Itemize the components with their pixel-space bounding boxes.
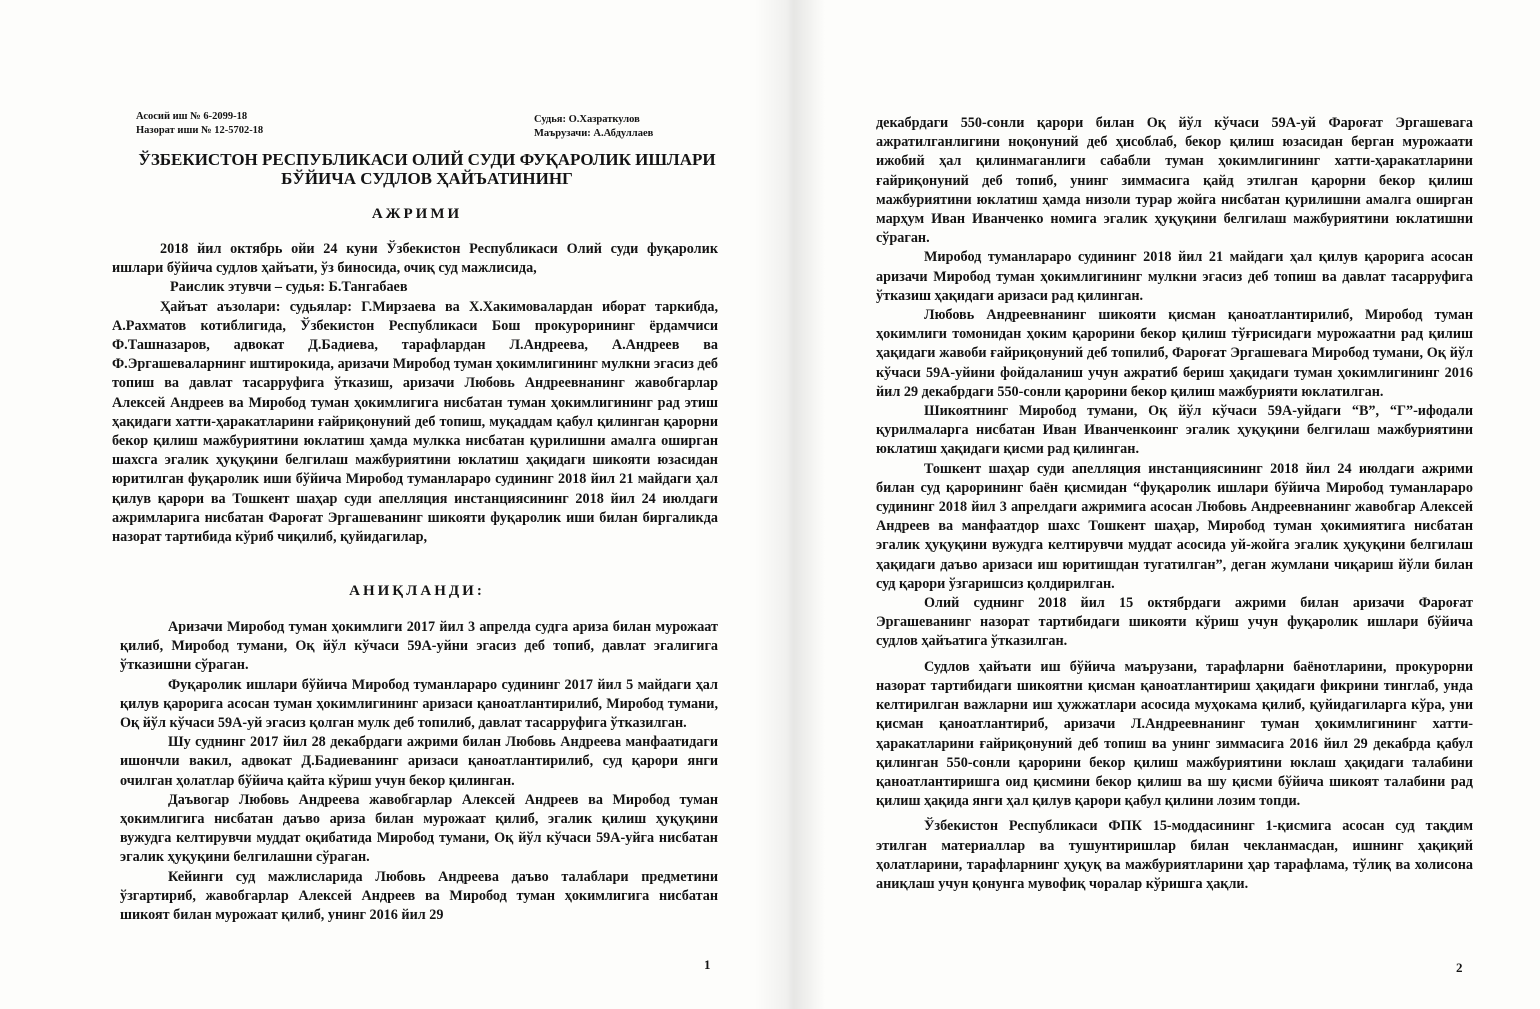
paragraph: Аризачи Миробод туман ҳокимлиги 2017 йил 3 апрелда судга ариза билан мурожаат қилиб, Миробод тумани, Оқ йўл кўчаси 59А-уйни эгасиз деб топиб, давлат эгалигига ўтказишни сўраган. (120, 619, 718, 674)
case-review-number: Назорат иши № 12-5702-18 (136, 125, 264, 136)
findings-block (120, 618, 718, 925)
panel-paragraph: Ҳайъат аъзолари: судьялар: Г.Мирзаева ва Х.Хакимовалардан иборат таркибда, А.Рахматов котиблигида, Ўзбекистон Республикаси Бош прокурорининг ёрдамчиси Ф.Ташназаров, адвокат Д.Бадиева, тарафлардан Л.Андреева, А.Андреев ва Ф.Эргашеваларнинг иштирокида, аризачи Миробод туман ҳокимлигининг мулкни эгасиз деб топиш ва давлат тасарруфига ўтказиш, аризачи Любовь Андреевнанинг жавобгарлар Алексей Андреев ва Миробод туман ҳокимлигига нисбатан туман ҳокимлигининг рад этиш ҳақидаги хатти-ҳаракатларини ғайриқонуний деб топиш, муқаддам қабул қилинган қарорни бекор қилиш мажбуриятини юклатиш ҳамда мулкка нисбатан қурилишни амалга оширган шахсга эгалик ҳуқуқини белгилаш мажбуриятини юклатиш ҳақидаги шикояти юзасидан юритилган фуқаролик иши бўйича Миробод туманлараро судининг 2018 йил 21 майдаги ҳал қилув қарори ва Тошкент шаҳар суди апелляция инстанциясининг 2018 йил 24 июлдаги ажримларига нисбатан Фароғат Эргашеванинг шикояти фуқаролик иши билан биргаликда назорат тартибида кўриб чиқилиб, қуйидагилар, (112, 298, 718, 546)
judge-info (534, 113, 653, 141)
case-numbers (136, 110, 263, 138)
right-text-block (876, 114, 1473, 894)
paragraph: Шу суднинг 2017 йил 28 декабрдаги ажрими билан Любовь Андреева манфаатидаги ишончли вакил, адвокат Д.Бадиеванинг аризаси қаноатлантирилиб, суд қарори янги очилган ҳолатлар бўйича қайта кўриш учун бекор қилинган. (120, 734, 718, 789)
page-number: 2 (1456, 960, 1463, 975)
page-fold-shadow (755, 0, 825, 1009)
page-left (112, 0, 722, 1009)
paragraph: Шикоятнинг Миробод тумани, Оқ йўл кўчаси 59А-уйдаги “В”, “Г”-ифодали қурилмаларга нисбатан Иван Иванченкоинг эгалик ҳуқуқини белгилаш мажбуриятини юклатиш ҳақидаги қисми рад қилинган. (876, 403, 1473, 458)
paragraph: Кейинги суд мажлисларида Любовь Андреева даъво талаблари предметини ўзгартириб, жавобгарлар Алексей Андреев ва Миробод туман ҳокимлигига нисбатан шикоят билан мурожаат қилиб, унинг 2016 йил 29 (120, 868, 718, 924)
paragraph: Ўзбекистон Республикаси ФПК 15-моддасининг 1-қисмига асосан суд тақдим этилган материаллар ва тушунтиришлар билан чекланмасдан, ишнинг ҳақиқий ҳолатларини, тарафларнинг ҳуқуқ ва мажбуриятларини ҳар тарафлама, тўлиқ ва холисона аниқлаш учун қонунга мувофиқ чоралар кўришга ҳақли. (876, 818, 1473, 892)
paragraph: Олий суднинг 2018 йил 15 октябрдаги ажрими билан аризачи Фароғат Эргашеванинг назорат тартибидаги шикояти кўриш учун фуқаролик ишлари бўйича судлов ҳайъатига ўтказилган. (876, 595, 1473, 650)
paragraph: Судлов ҳайъати иш бўйича маърузани, тарафларни баёнотларини, прокурорни назорат тартибидаги шикоятни қисман қаноатлантириш ҳақидаги фикрини тинглаб, унда келтирилган важларни иш ҳужжатлари асосида муҳокама қилиб, қуйидагиларга кўра, уни қисман қаноатлантириб, аризачи Л.Андреевнанинг туман ҳокимлигининг хатти-ҳаракатларини ғайриқонуний деб топиш ва унинг зиммасига 2016 йил 29 декабрда қабул қилинган 550-сонли қарорини бекор қилиш мажбуриятини юклаш ҳақидаги талабини қаноатлантиришга оид қисмини бекор қилиш ва шу қисми бўйича шикоят талабини рад қилиш ҳақида янги ҳал қилув қарори қабул қилини лозим топди. (876, 658, 1473, 810)
court-title (132, 150, 722, 188)
paragraph: декабрдаги 550-сонли қарори билан Оқ йўл кўчаси 59А-уй Фароғат Эргашевага ажратилганлигини ноқонуний деб ҳисоблаб, бекор қилиш юзасидан берган мурожаати ижобий ҳал қилинмаганлиги сабабли туман ҳокимлигининг хатти-ҳаракатларини ғайриқонуний деб топиб, унинг зиммасига қайд этилган қарорни бекор қилиш мажбуриятини юклатиш ҳамда низоли турар жойга нисбатан қурилишни амалга оширган марҳум Иван Иванченко номига эгалик ҳуқуқини белгилаш мажбуриятини юклатишни сўраган. (876, 115, 1473, 247)
court-title-line1: ЎЗБЕКИСТОН РЕСПУБЛИКАСИ ОЛИЙ СУДИ ФУҚАРОЛИК ИШЛАРИ (138, 150, 716, 169)
intro-paragraph: 2018 йил октябрь ойи 24 куни Ўзбекистон Республикаси Олий суди фуқаролик ишлари бўйича судлов ҳайъати, ўз биносида, очиқ суд мажлисида, (112, 241, 718, 277)
reporter-name: Маърузачи: А.Абдуллаев (534, 128, 654, 139)
judge-name: Судья: О.Хазраткулов (534, 114, 640, 125)
section-title: АНИҚЛАНДИ: (349, 583, 485, 599)
paragraph: Фуқаролик ишлари бўйича Миробод туманлараро судининг 2017 йил 5 майдаги ҳал қилув қарорига асосан туман ҳокимлигининг аризаси қаноатлантирилиб, Миробод тумани, Оқ йўл кўчаси 59А-уй эгасиз қолган мулк деб топилиб, давлат тасарруфига ўтказилган. (120, 676, 718, 732)
document-title: АЖРИМИ (371, 206, 463, 222)
intro-block (112, 240, 718, 547)
page-right (876, 0, 1473, 1009)
paragraph: Тошкент шаҳар суди апелляция инстанциясининг 2018 йил 24 июлдаги ажрими билан суд қарорининг баён қисмидан “фуқаролик ишлари бўйича Миробод туманлараро судининг 2018 йил 3 апрелдаги ажримига асосан Любовь Андреевнанинг жавобгар Алексей Андреев ва манфаатдор шахс Тошкент шаҳар, Миробод туман ҳокимиятига нисбатан эгалик ҳуқуқини вужудга келтирувчи муддат асосида уй-жойга эгалик ҳуқуқини белгилаш ҳақидаги даъво аризаси иш юритишдан тугатилган”, деган жумлани чиқариш йўли билан суд қарори ўзгаришсиз қолдирилган. (876, 460, 1473, 592)
page-number: 1 (704, 957, 711, 972)
court-title-line2: БЎЙИЧА СУДЛОВ ҲАЙЪАТИНИНГ (281, 169, 573, 188)
paragraph: Любовь Андреевнанинг шикояти қисман қаноатлантирилиб, Миробод туман ҳокимлиги томонидан ҳоким қарорини бекор қилиш тўғрисидаги мурожаатни рад қилиш ҳақидаги жавоби ғайриқонуний деб топилиб, Фароғат Эргашевага Миробод тумани, Оқ йўл кўчаси 59А-уйини фойдаланиш учун ажратиб бериш ҳақидаги туман ҳокимлигининг 2016 йил 29 декабрдаги 550-сонли қарорини бекор қилиш мажбурияти юклатилган. (876, 307, 1473, 400)
paragraph: Даъвогар Любовь Андреева жавобгарлар Алексей Андреев ва Миробод туман ҳокимлигига нисбатан даъво ариза билан мурожаат қилиб, эгалик қилиш ҳуқуқини вужудга келтирувчи муддат оқибатида Миробод тумани, Оқ йўл кўчаси 59А-уйга нисбатан эгалик ҳуқуқини белгилашни сўраган. (120, 791, 718, 866)
presiding-judge: Раислик этувчи – судья: Б.Тангабаев (170, 279, 408, 296)
case-main-number: Асосий иш № 6-2099-18 (136, 111, 248, 122)
paragraph: Миробод туманлараро судининг 2018 йил 21 майдаги ҳал қилув қарорига асосан аризачи Миробод туман ҳокимлигининг мулкни эгасиз деб топиш ва давлат тасарруфига ўтказиш ҳақидаги аризаси рад қилинган. (876, 249, 1473, 304)
